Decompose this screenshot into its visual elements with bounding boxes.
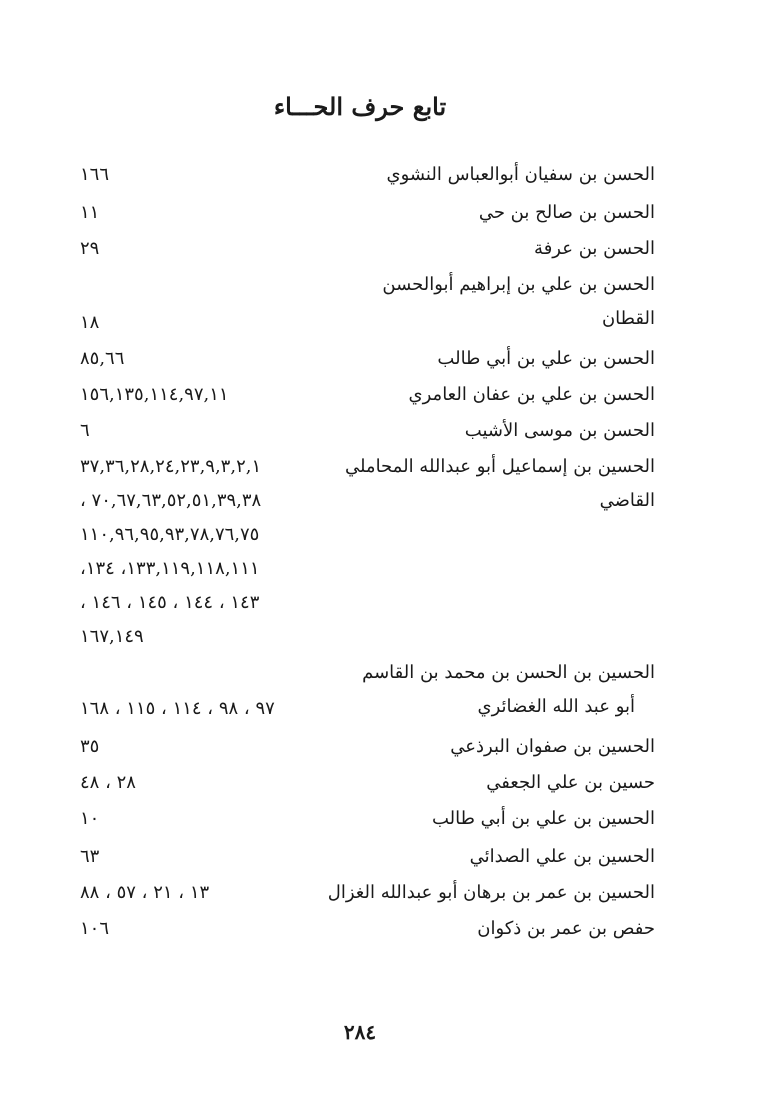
index-entry-pages-line: ١١٠,٩٦,٩٥,٩٣,٧٨,٧٦,٧٥ [80,524,260,545]
index-entry-name-line: القطان [601,308,655,329]
index-entry-pages: ١٠ [80,808,100,829]
index-entry-name: الحسن بن صالح بن حي [478,202,655,223]
index-entry-pages: ١٠٦ [80,918,110,939]
page-title: تابع حرف الحـــاء [273,92,447,121]
index-entry-pages-line: ١٦٧,١٤٩ [80,626,144,647]
index-entry-name-line: القاضي [599,490,655,511]
index-entry-name: الحسن بن علي بن أبي طالب [437,348,655,369]
index-entry-pages: ٢٨ ، ٤٨ [80,772,136,793]
index-entry-name: الحسين بن صفوان البرذعي [450,736,655,757]
index-entry-name: الحسين بن علي بن أبي طالب [431,808,655,829]
index-entry-name: الحسن بن سفيان أبوالعباس النشوي [386,164,655,185]
index-entry-name [340,656,655,724]
index-entry-pages-line: ١٤٣ ، ١٤٤ ، ١٤٥ ، ١٤٦ ، [80,592,260,613]
index-entry-pages: ١٣ ، ٢١ ، ٥٧ ، ٨٨ [80,882,210,903]
index-entry-name: حسين بن علي الجعفي [486,772,655,793]
index-entry-pages-line: ٣٧,٣٦,٢٨,٢٤,٢٣,٩,٣,٢,١ [80,456,262,477]
index-entry-name: الحسن بن موسى الأشيب [464,420,655,441]
index-entry-pages-line: ٧٠,٦٧,٦٣,٥٢,٥١,٣٩,٣٨ ، [80,490,262,511]
index-entry-pages: ٣٥ [80,736,100,757]
index-entry-pages: ١٦٦ [80,164,110,185]
index-entry-name-line: أبو عبد الله الغضائري [477,696,635,717]
index-entry-name: الحسين بن علي الصدائي [469,846,655,867]
page-number: ٢٨٤ [343,1020,377,1044]
index-entry-pages: ٦ [80,420,90,441]
index-entry-pages: ٢٩ [80,238,100,259]
index-entry-pages: ١١ [80,202,100,223]
index-entry-name-line: الحسين بن الحسن بن محمد بن القاسم [362,662,655,683]
index-entry-pages: ٦٣ [80,846,100,867]
index-entry-pages: ٨٥,٦٦ [80,348,125,369]
index-entry-name: الحسن بن علي بن عفان العامري [408,384,655,405]
index-entry-name-line: الحسين بن إسماعيل أبو عبدالله المحاملي [344,456,655,477]
index-entry-name: الحسين بن عمر بن برهان أبو عبدالله الغزال [327,882,655,903]
index-entry-pages: ١٨ [80,312,100,333]
index-entry-name-line: الحسن بن علي بن إبراهيم أبوالحسن [382,274,655,295]
index-entry-pages [80,450,325,654]
index-entry-name: حفص بن عمر بن ذكوان [477,918,655,939]
index-entry-name [340,450,655,518]
index-entry-name: الحسن بن عرفة [534,238,655,259]
index-entry-pages: ٩٧ ، ٩٨ ، ١١٤ ، ١١٥ ، ١٦٨ [80,698,275,719]
index-entry-pages-line: ١٣٣,١١٩,١١٨,١١١، ١٣٤، [80,558,260,579]
index-entry-name [340,268,655,336]
index-entry-pages: ١٥٦,١٣٥,١١٤,٩٧,١١ [80,384,229,405]
